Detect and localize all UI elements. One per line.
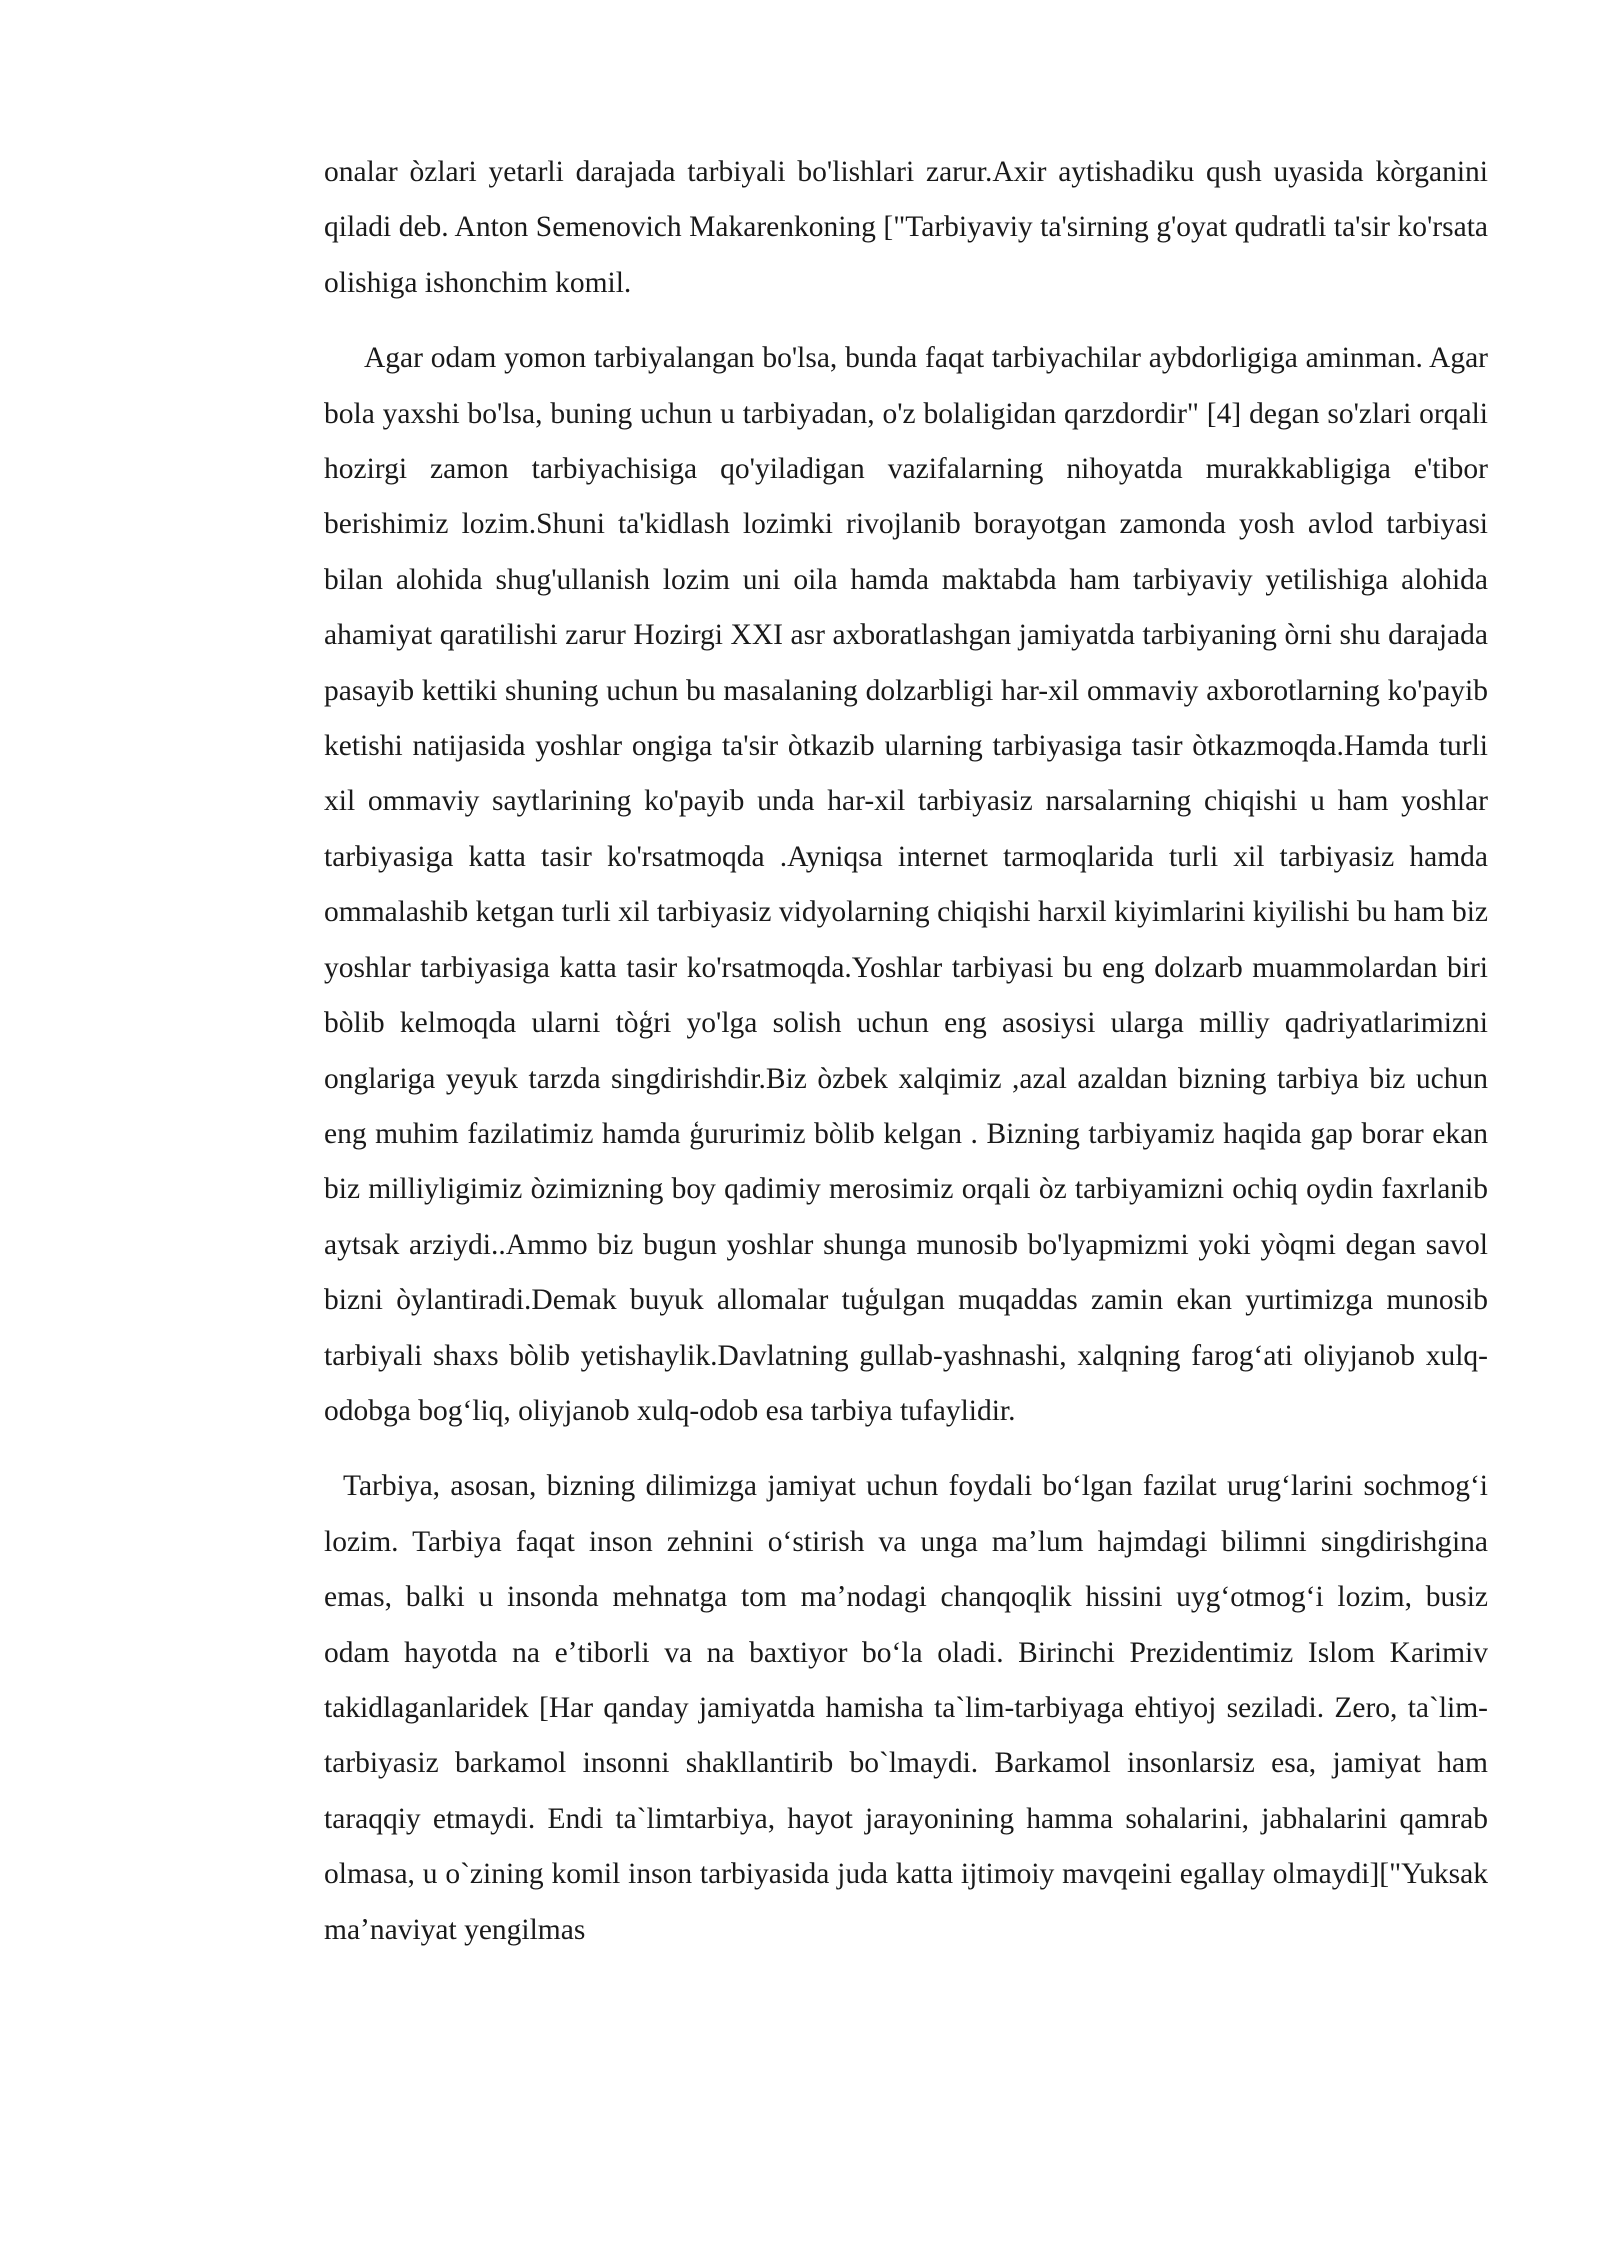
paragraph-3: Tarbiya, asosan, bizning dilimizga jamiyat uchun foydali boʻlgan fazilat urugʻlarini sochmogʻi lozim. Tarbiya faqat inson zehnini oʻstirish va unga maʼlum hajmdagi bilimni singdirishgina emas, balki u insonda mehnatga tom maʼnodagi chanqoqlik hissini uygʻotmogʻi lozim, busiz odam hayotda na eʼtiborli va na baxtiyor boʻla oladi. Birinchi Prezidentimiz Islom Karimiv takidlaganlaridek [Har qanday jamiyatda hamisha ta`lim-tarbiyaga ehtiyoj seziladi. Zero, ta`lim-tarbiyasiz barkamol insonni shakllantirib bo`lmaydi. Barkamol insonlarsiz esa, jamiyat ham taraqqiy etmaydi. Endi ta`limtarbiya, hayot jarayonining hamma sohalarini, jabhalarini qamrab olmasa, u o`zining komil inson tarbiyasida juda katta ijtimoiy mavqeini egallay olmaydi]["Yuksak maʼnaviyat yengilmas (324, 1470, 1488, 1946)
paragraph-2: Agar odam yomon tarbiyalangan bo'lsa, bunda faqat tarbiyachilar aybdorligiga aminman. Agar bola yaxshi bo'lsa, buning uchun u tarbiyadan, o'z bolaligidan qarzdordir" [4] degan so'zlari orqali hozirgi zamon tarbiyachisiga qo'yiladigan vazifalarning nihoyatda murakkabligiga e'tibor berishimiz lozim.Shuni ta'kidlash lozimki rivojlanib borayotgan zamonda yosh avlod tarbiyasi bilan alohida shug'ullanish lozim uni oila hamda maktabda ham tarbiyaviy yetilishiga alohida ahamiyat qaratilishi zarur Hozirgi XXI asr axboratlashgan jamiyatda tarbiyaning òrni shu darajada pasayib kettiki shuning uchun bu masalaning dolzarbligi har-xil ommaviy axborotlarning ko'payib ketishi natijasida yoshlar ongiga ta'sir òtkazib ularning tarbiyasiga tasir òtkazmoqda.Hamda turli xil ommaviy saytlarining ko'payib unda har-xil tarbiyasiz narsalarning chiqishi u ham yoshlar tarbiyasiga katta tasir ko'rsatmoqda .Ayniqsa internet tarmoqlarida turli xil tarbiyasiz hamda ommalashib ketgan turli xil tarbiyasiz vidyolarning chiqishi harxil kiyimlarini kiyilishi bu ham biz yoshlar tarbiyasiga katta tasir ko'rsatmoqda.Yoshlar tarbiyasi bu eng dolzarb muammolardan biri bòlib kelmoqda ularni tòģri yo'lga solish uchun eng asosiysi ularga milliy qadriyatlarimizni onglariga yeyuk tarzda singdirishdir.Biz òzbek xalqimiz ,azal azaldan bizning tarbiya biz uchun eng muhim fazilatimiz hamda ģururimiz bòlib kelgan . Bizning tarbiyamiz haqida gap borar ekan biz milliyligimiz òzimizning boy qadimiy merosimiz orqali òz tarbiyamizni ochiq oydin faxrlanib aytsak arziydi..Ammo biz bugun yoshlar shunga munosib bo'lyapmizmi yoki yòqmi degan savol bizni òylantiradi.Demak buyuk allomalar tuģulgan muqaddas zamin ekan yurtimizga munosib tarbiyali shaxs bòlib yetishaylik.Davlatning gullab-yashnashi, xalqning farogʻati oliyjanob xulq-odobga bogʻliq, oliyjanob xulq-odob esa tarbiya tufaylidir. (324, 342, 1488, 1427)
paragraph-1: onalar òzlari yetarli darajada tarbiyali bo'lishlari zarur.Axir aytishadiku qush uyasida kòrganini qiladi deb. Anton Semenovich Makarenkoning ["Tarbiyaviy ta'sirning g'oyat qudratli ta'sir ko'rsata olishiga ishonchim komil. (324, 156, 1488, 299)
body-text (324, 145, 1488, 1958)
